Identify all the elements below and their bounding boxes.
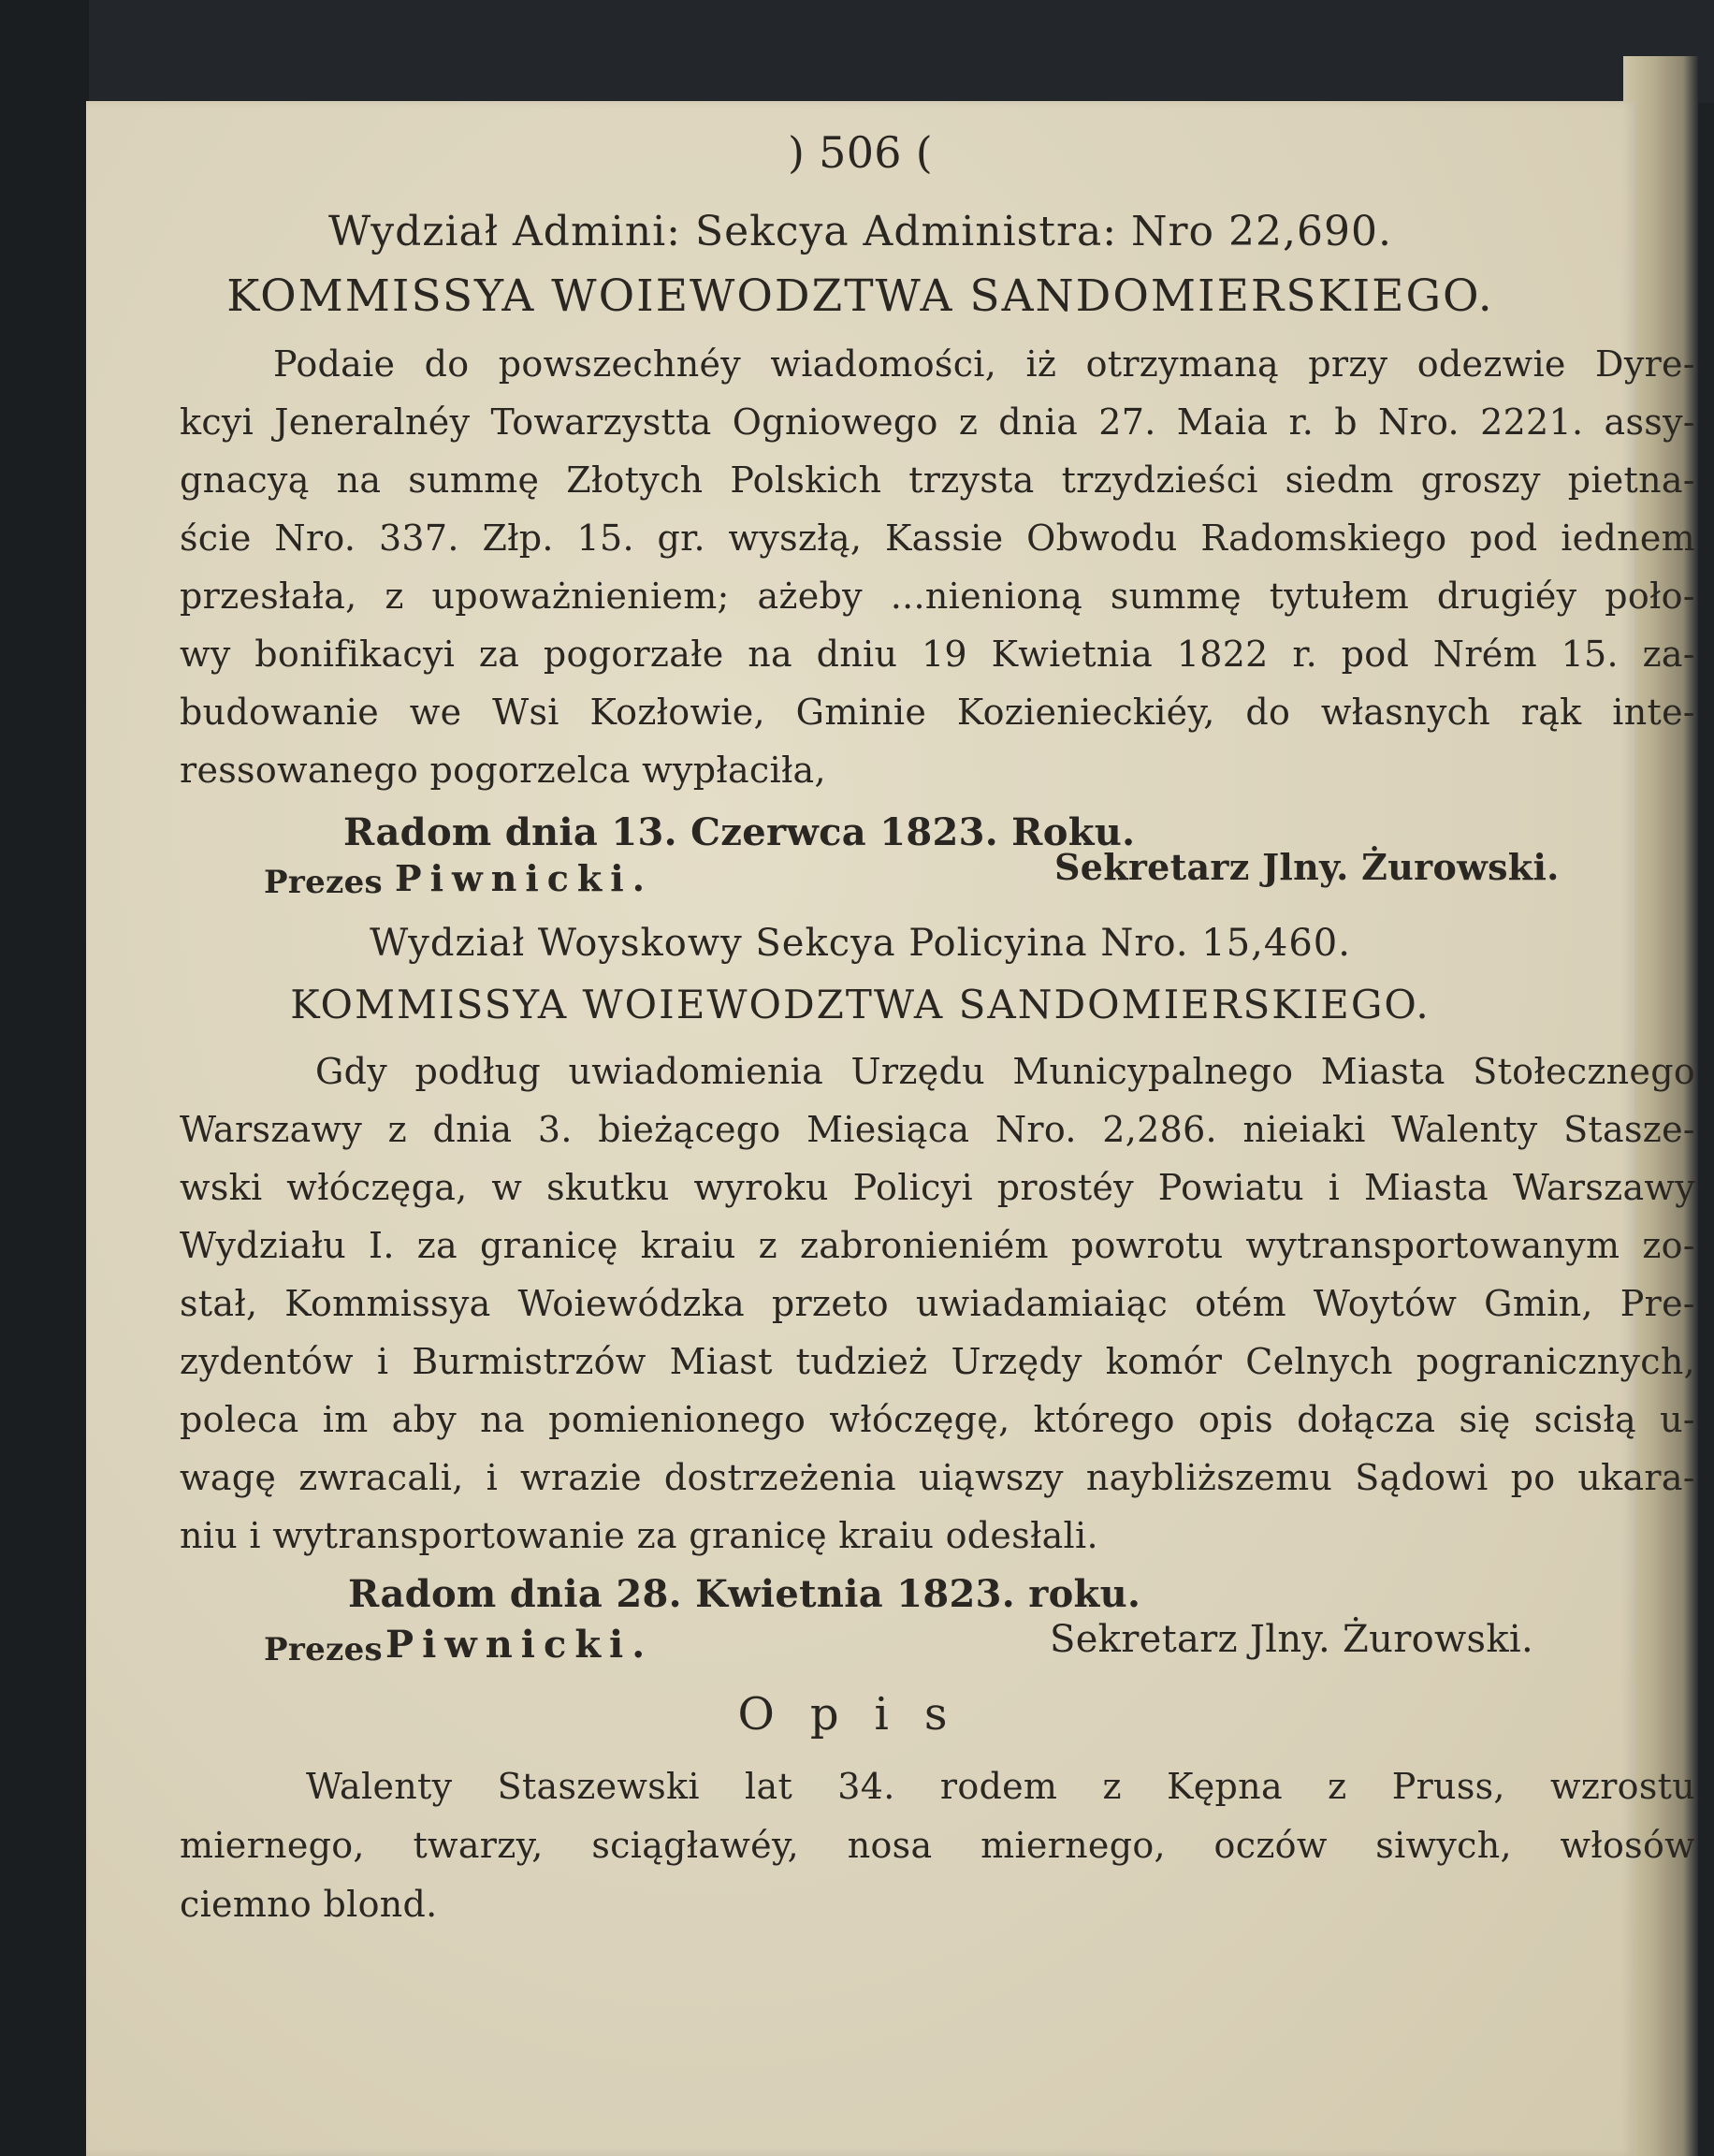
notice2-header: Wydział Woyskowy Sekcya Policyina Nro. 15,460. xyxy=(370,922,1351,965)
page-number: ) 506 ( xyxy=(787,127,934,178)
notice1-line: budowanie we Wsi Kozłowie, Gminie Kozienieckiéy, do własnych rąk inte- xyxy=(180,692,1695,733)
notice1-line: przesłała, z upoważnieniem; ażeby ...nienioną summę tytułem drugiéy poło- xyxy=(180,575,1695,617)
opis-line: Walenty Staszewski lat 34. rodem z Kępna z Pruss, wzrostu xyxy=(306,1766,1695,1807)
notice1-date: Radom dnia 13. Czerwca 1823. Roku. xyxy=(343,810,1136,854)
notice2-sekretarz: Sekretarz Jlny. Żurowski. xyxy=(1050,1618,1534,1661)
opis-heading: Opis xyxy=(737,1688,983,1741)
notice1-header: Wydział Admini: Sekcya Administra: Nro 22,690. xyxy=(328,208,1392,255)
notice2-line: zydentów i Burmistrzów Miast tudzież Urzędy komór Celnych pogranicznych, xyxy=(180,1341,1695,1382)
notice2-line: niu i wytransportowanie za granicę kraiu odesłali. xyxy=(180,1515,1098,1556)
notice2-title: KOMMISSYA WOIEWODZTWA SANDOMIERSKIEGO. xyxy=(290,982,1431,1027)
background-left xyxy=(0,0,89,2156)
notice2-line: stał, Kommissya Woiewódzka przeto uwiadamiaiąc otém Woytów Gmin, Pre- xyxy=(180,1283,1695,1324)
notice1-prezes-label: Prezes xyxy=(264,864,383,901)
notice1-line: wy bonifikacyi za pogorzałe na dniu 19 Kwietnia 1822 r. pod Nrém 15. za- xyxy=(180,634,1695,675)
notice1-prezes-name: Piwnicki. xyxy=(395,857,653,899)
notice1-line: ście Nro. 337. Złp. 15. gr. wyszłą, Kassie Obwodu Radomskiego pod iednem xyxy=(180,517,1695,559)
notice2-prezes-label: Prezes xyxy=(264,1631,383,1668)
notice1-sekretarz: Sekretarz Jlny. Żurowski. xyxy=(1054,846,1560,888)
notice1-line: kcyi Jeneralnéy Towarzystta Ogniowego z dnia 27. Maia r. b Nro. 2221. assy- xyxy=(180,401,1695,443)
notice1-line: Podaie do powszechnéy wiadomości, iż otrzymaną przy odezwie Dyre- xyxy=(273,343,1695,385)
notice2-date: Radom dnia 28. Kwietnia 1823. roku. xyxy=(348,1572,1141,1616)
document-page xyxy=(86,101,1695,2156)
notice1-line: ressowanego pogorzelca wypłaciła, xyxy=(180,750,826,791)
notice1-title: KOMMISSYA WOIEWODZTWA SANDOMIERSKIEGO. xyxy=(226,270,1494,322)
notice2-line: Warszawy z dnia 3. bieżącego Miesiąca Nro. 2,286. nieiaki Walenty Stasze- xyxy=(180,1109,1695,1150)
opis-line: ciemno blond. xyxy=(180,1884,438,1925)
notice2-line: wagę zwracali, i wrazie dostrzeżenia uiąwszy naybliższemu Sądowi po ukara- xyxy=(180,1457,1695,1498)
notice2-prezes-name: Piwnicki. xyxy=(385,1623,654,1667)
opis-line: miernego, twarzy, sciągławéy, nosa miernego, oczów siwych, włosów xyxy=(180,1825,1695,1866)
notice2-line: Wydziału I. za granicę kraiu z zabronieniém powrotu wytransportowanym zo- xyxy=(180,1225,1695,1266)
background-top xyxy=(0,0,1714,103)
notice2-line: poleca im aby na pomienionego włóczęgę, którego opis dołącza się scisłą u- xyxy=(180,1399,1695,1440)
notice1-line: gnacyą na summę Złotych Polskich trzysta trzydzieści siedm groszy pietna- xyxy=(180,459,1695,501)
notice2-line: wski włóczęga, w skutku wyroku Policyi prostéy Powiatu i Miasta Warszawy xyxy=(180,1167,1695,1208)
notice2-line: Gdy podług uwiadomienia Urzędu Municypalnego Miasta Stołecznego xyxy=(315,1051,1695,1092)
